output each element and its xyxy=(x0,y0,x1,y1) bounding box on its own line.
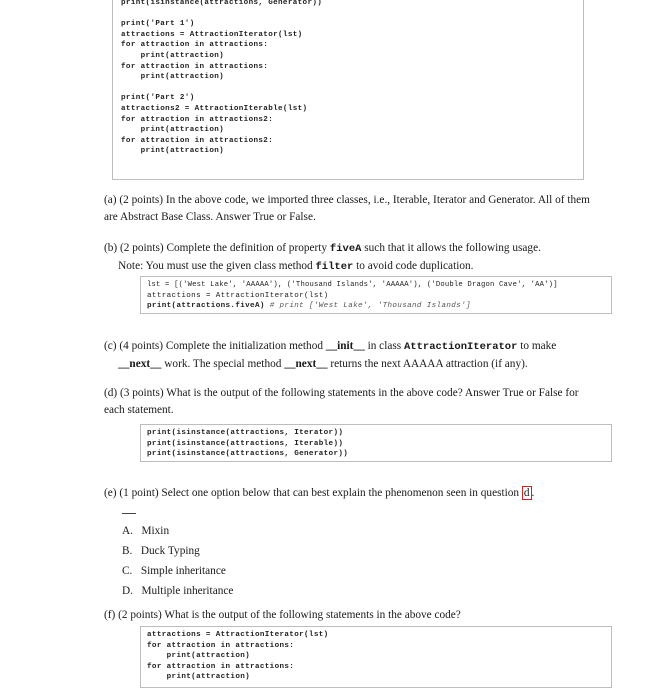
question-c-class: AttractionIterator xyxy=(403,341,518,353)
question-b-label: (b) xyxy=(104,242,118,254)
code-line: for attraction in attractions: xyxy=(147,662,295,671)
code-line: for attraction in attractions: xyxy=(147,641,295,650)
question-e-label: (e) xyxy=(104,487,117,499)
question-a-label: (a) xyxy=(104,194,117,206)
code-line: print(attraction) xyxy=(121,126,225,135)
code-line: attractions2 = AttractionIterable(lst) xyxy=(121,104,308,113)
question-c xyxy=(104,338,594,373)
code-line xyxy=(121,9,583,20)
code-line: print(attraction) xyxy=(147,673,251,682)
question-c-init: __init__ xyxy=(325,340,365,352)
question-c-text3: to make xyxy=(517,340,557,352)
answer-blank xyxy=(122,513,136,514)
question-b-code-comment: # print ['West Lake', 'Thousand Islands'] xyxy=(269,302,471,311)
question-b-text3: Note: You must use the given class method xyxy=(118,260,316,272)
question-b-code-line2: attractions = AttractionIterator(lst) xyxy=(147,291,329,300)
question-f-code-lines xyxy=(147,630,611,683)
option-d: D. Multiple inheritance xyxy=(122,585,234,597)
code-line: for attraction in attractions2: xyxy=(121,136,274,145)
question-a-text: (2 points) In the above code, we imported three classes, i.e., Iterable, Iterator and Generator. All of them are Abstract Base Class. Answer True or False. xyxy=(104,194,590,223)
question-c-label: (c) xyxy=(104,340,117,352)
question-d-code-line: print(isinstance(attractions, Generator)) xyxy=(147,450,349,459)
question-b-code-block xyxy=(140,276,612,314)
code-line: for attraction in attractions: xyxy=(121,62,269,71)
option-c: C. Simple inheritance xyxy=(122,565,226,577)
code-line: attractions = AttractionIterator(lst) xyxy=(147,631,329,639)
question-f-code-block xyxy=(140,626,612,688)
question-d-code-line: print(isinstance(attractions, Iterable)) xyxy=(147,439,344,448)
question-c-text4: work. The special method xyxy=(161,358,285,370)
question-c-next2: __next__ xyxy=(284,358,328,370)
question-a xyxy=(104,192,594,226)
question-b-text2: such that it allows the following usage. xyxy=(361,242,541,254)
question-b-code-line1: lst = [('West Lake', 'AAAAA'), ('Thousand Islands', 'AAAAA'), ('Double Dragon Cave', 'AA')] xyxy=(147,281,558,289)
question-d xyxy=(104,385,594,419)
question-b-method: filter xyxy=(315,261,354,273)
code-line: print(attraction) xyxy=(121,51,225,60)
question-b-text1: (2 points) Complete the definition of property xyxy=(120,242,330,254)
question-b-code-line3: print(attractions.fiveA) xyxy=(147,302,265,311)
code-line: print(attraction) xyxy=(121,147,225,156)
code-line: attractions = AttractionIterator(lst) xyxy=(121,30,303,39)
code-line: print(isinstance(attractions, Generator)) xyxy=(121,0,323,7)
code-line: for attraction in attractions2: xyxy=(121,115,274,124)
question-b xyxy=(104,240,594,276)
question-d-text: (3 points) What is the output of the following statements in the above code? Answer True or False for each statement. xyxy=(104,387,579,416)
question-e-ref: d xyxy=(523,487,530,499)
option-b: B. Duck Typing xyxy=(122,545,200,557)
question-d-code-block xyxy=(140,424,612,462)
code-line: print(attraction) xyxy=(121,73,225,82)
question-f-text: (2 points) What is the output of the following statements in the above code? xyxy=(118,609,461,621)
question-c-text1: (4 points) Complete the initialization method xyxy=(119,340,326,352)
question-f xyxy=(104,607,594,624)
question-b-text4: to avoid code duplication. xyxy=(353,260,474,272)
question-e-end: . xyxy=(531,487,535,499)
top-code-lines xyxy=(113,0,583,157)
question-c-next1: __next__ xyxy=(118,358,162,370)
question-b-prop: fiveA xyxy=(329,243,362,255)
code-line: for attraction in attractions: xyxy=(121,41,269,50)
top-code-block xyxy=(112,0,584,180)
code-line xyxy=(121,83,583,94)
code-line: print(attraction) xyxy=(147,652,251,661)
option-a: A. Mixin xyxy=(122,525,170,537)
code-line: print('Part 1') xyxy=(121,20,195,29)
question-d-label: (d) xyxy=(104,387,118,399)
question-c-text5: returns the next AAAAA attraction (if any). xyxy=(327,358,528,370)
question-c-text2: in class xyxy=(364,340,404,352)
question-f-label: (f) xyxy=(104,609,116,621)
question-e xyxy=(104,485,604,502)
question-e-text: (1 point) Select one option below that can best explain the phenomenon seen in question xyxy=(119,487,522,499)
code-line: print('Part 2') xyxy=(121,94,195,103)
question-d-code-line: print(isinstance(attractions, Iterator)) xyxy=(147,429,344,437)
